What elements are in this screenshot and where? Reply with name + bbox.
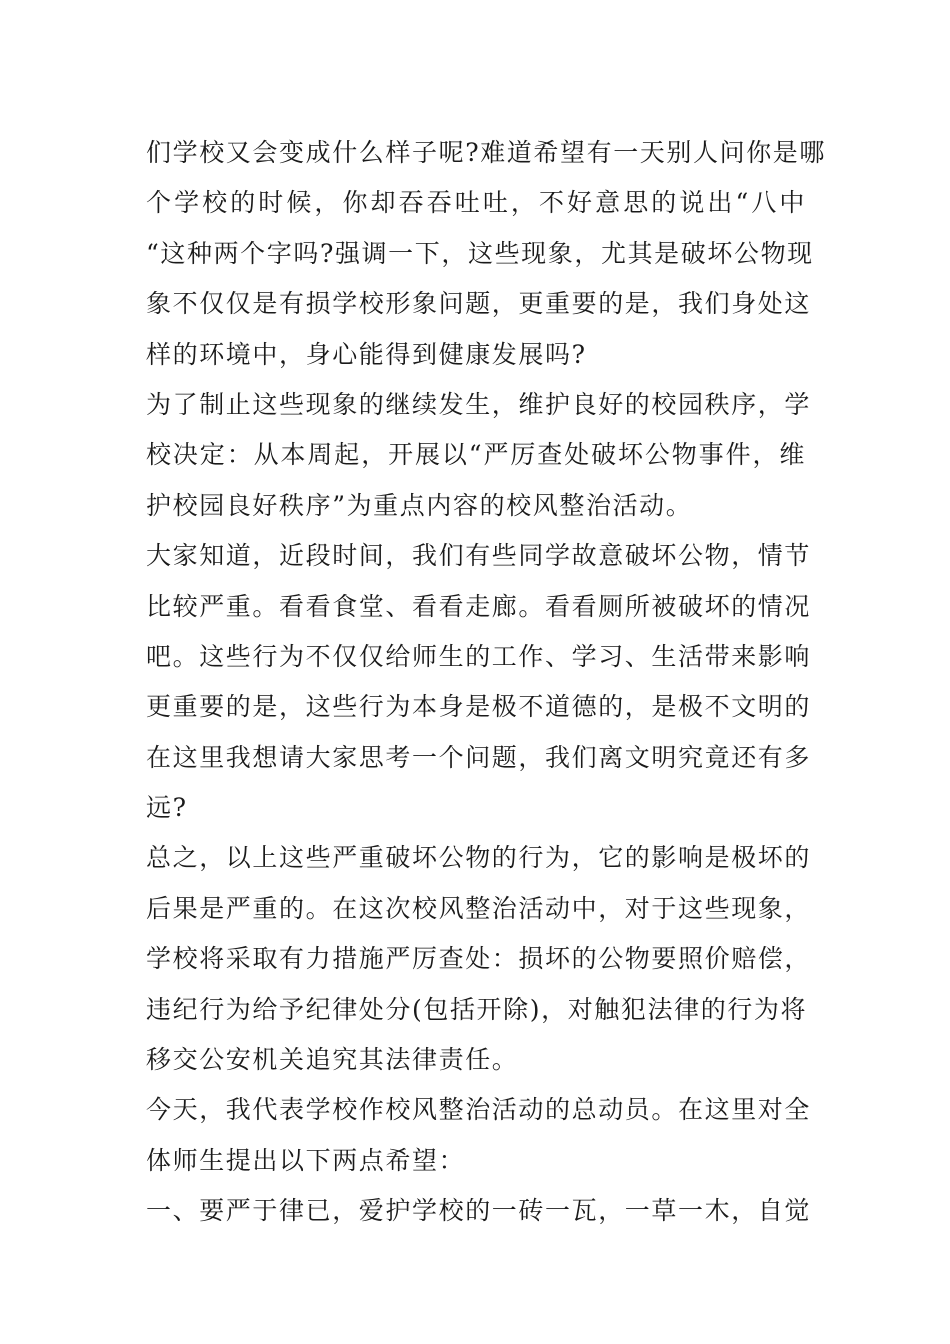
- text-line: 远?: [146, 793, 188, 823]
- text-line: 在这里我想请大家思考一个问题，我们离文明究竟还有多: [146, 742, 812, 772]
- paragraph: [146, 531, 812, 833]
- text-line: 吧。这些行为不仅仅给师生的工作、学习、生活带来影响: [146, 641, 812, 671]
- text-line: 体师生提出以下两点希望：: [146, 1145, 466, 1175]
- paragraph: [146, 380, 812, 531]
- text-line: 象不仅仅是有损学校形象问题，更重要的是，我们身处这: [146, 289, 812, 319]
- text-line: 为了制止这些现象的继续发生，维护良好的校园秩序，学: [146, 389, 812, 419]
- text-line: 个学校的时候，你却吞吞吐吐，不好意思的说出“八中: [146, 188, 806, 218]
- text-line: 校决定：从本周起，开展以“严厉查处破坏公物事件，维: [146, 440, 806, 470]
- paragraph: [146, 1186, 812, 1236]
- text-line: 今天，我代表学校作校风整治活动的总动员。在这里对全: [146, 1095, 812, 1125]
- text-line: 们学校又会变成什么样子呢?难道希望有一天别人问你是哪: [146, 138, 827, 167]
- text-line: “这种两个字吗?强调一下，这些现象，尤其是破坏公物现: [146, 238, 814, 268]
- text-line: 更重要的是，这些行为本身是极不道德的，是极不文明的: [146, 692, 812, 722]
- text-line: 学校将采取有力措施严厉查处：损坏的公物要照价赔偿，: [146, 944, 812, 974]
- text-line: 一、要严于律已，爱护学校的一砖一瓦，一草一木，自觉: [146, 1196, 812, 1226]
- text-line: 总之，以上这些严重破坏公物的行为，它的影响是极坏的: [146, 843, 812, 873]
- text-line: 后果是严重的。在这次校风整治活动中，对于这些现象，: [146, 893, 812, 923]
- text-line: 违纪行为给予纪律处分(包括开除)，对触犯法律的行为将: [146, 994, 808, 1024]
- paragraph: [146, 833, 812, 1085]
- text-line: 比较严重。看看食堂、看看走廊。看看厕所被破坏的情况: [146, 591, 812, 621]
- text-line: 样的环境中，身心能得到健康发展吗?: [146, 339, 587, 369]
- text-line: 大家知道，近段时间，我们有些同学故意破坏公物，情节: [146, 541, 812, 571]
- paragraph: [146, 1085, 812, 1186]
- paragraph: [146, 128, 827, 380]
- document-body: [146, 128, 827, 1237]
- text-line: 移交公安机关追究其法律责任。: [146, 1045, 519, 1075]
- text-line: 护校园良好秩序”为重点内容的校风整治活动。: [146, 490, 693, 520]
